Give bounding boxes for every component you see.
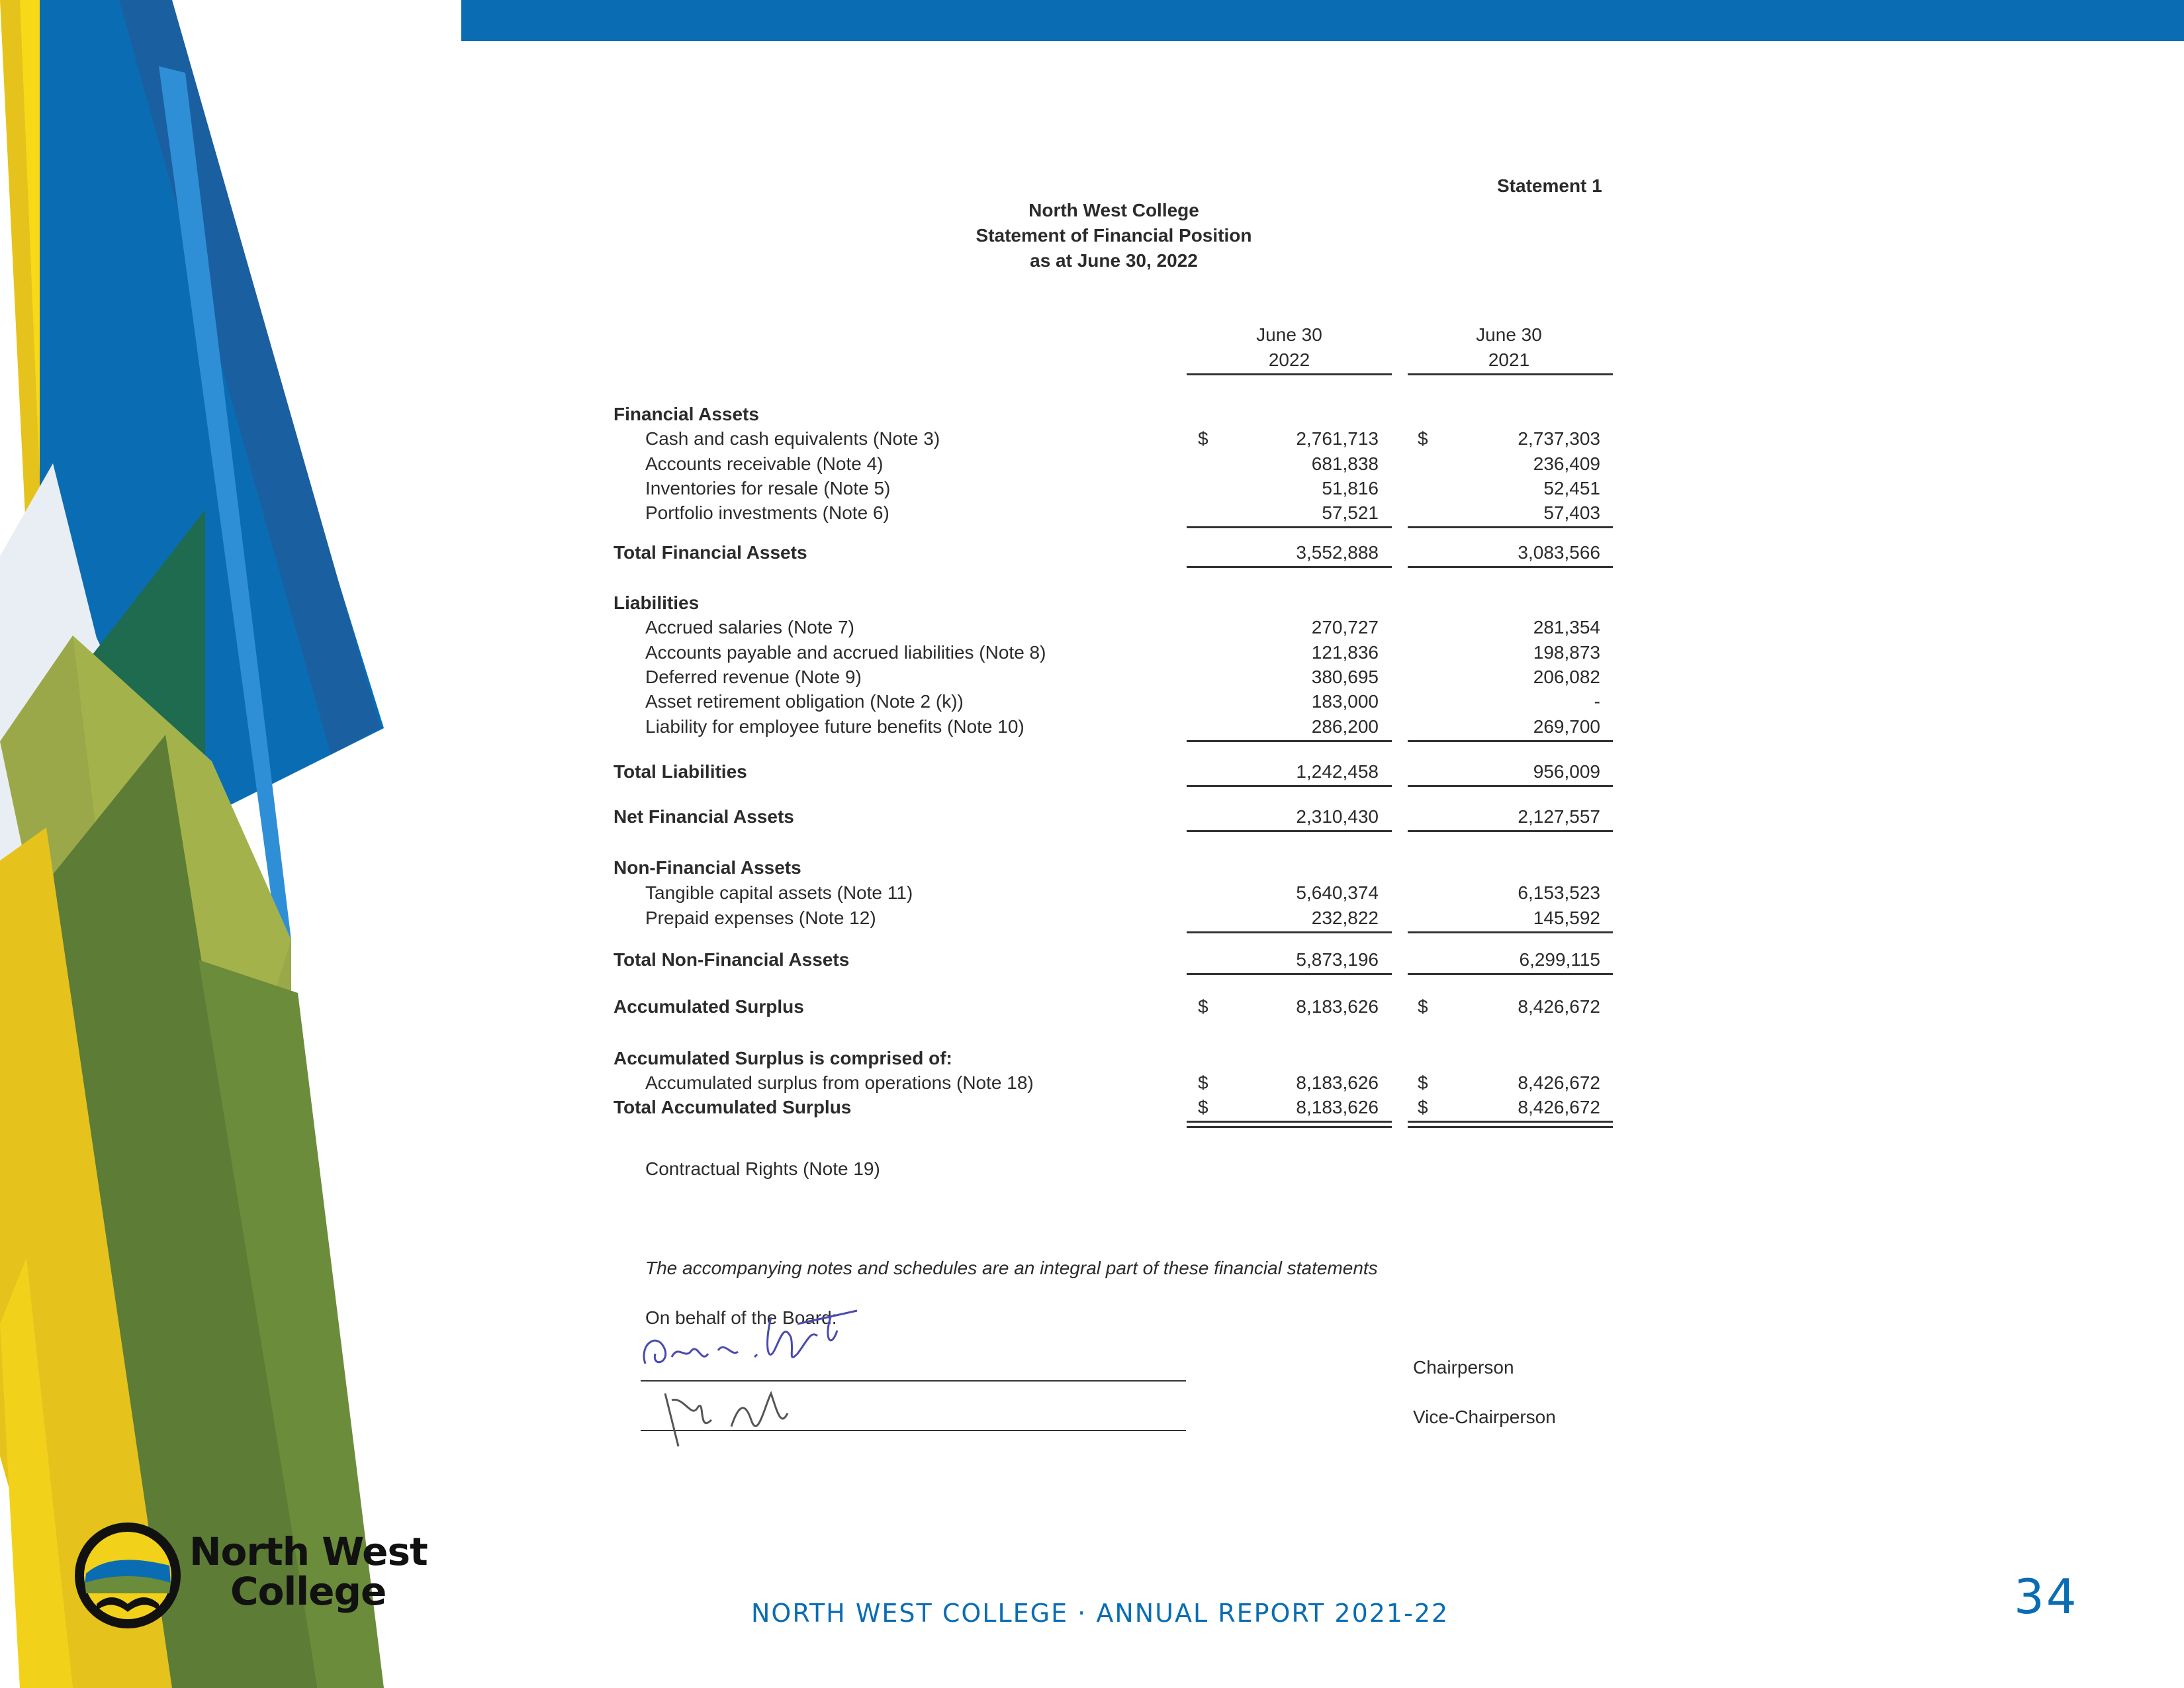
row-value-2022: 2,310,430	[1296, 806, 1379, 827]
row-value-2021: 206,082	[1533, 667, 1600, 687]
rule-line	[1408, 1121, 1613, 1123]
row-currency-2021: $	[1418, 428, 1428, 449]
chairperson-label: Chairperson	[1413, 1357, 1514, 1378]
row-value-2021: 6,299,115	[1519, 949, 1600, 970]
row-label: Tangible capital assets (Note 11)	[645, 882, 913, 903]
row-value-2022: 3,552,888	[1296, 542, 1379, 563]
row-label: Portfolio investments (Note 6)	[645, 502, 889, 523]
row-value-2021: 281,354	[1533, 617, 1600, 637]
row-label: Total Liabilities	[614, 761, 747, 782]
row-currency-2022: $	[1198, 1097, 1208, 1117]
row-label: Deferred revenue (Note 9)	[645, 667, 862, 687]
rule-line	[1187, 740, 1392, 742]
row-value-2022: 380,695	[1311, 667, 1379, 687]
statement-date: as at June 30, 2022	[1030, 250, 1198, 271]
col2-header-line2: 2021	[1488, 350, 1530, 370]
top-accent-bar	[461, 0, 2184, 41]
rule-line	[1408, 785, 1613, 787]
row-currency-2021: $	[1418, 1072, 1428, 1093]
row-label: Non-Financial Assets	[614, 857, 801, 878]
rule-line	[1187, 830, 1392, 832]
rule-line	[1187, 931, 1392, 933]
decorative-side-art	[0, 0, 424, 1688]
row-value-2022: 57,521	[1322, 502, 1379, 523]
row-value-2022: 1,242,458	[1296, 761, 1379, 782]
rule-line	[1408, 1126, 1613, 1128]
row-value-2021: 198,873	[1533, 642, 1600, 663]
logo-line1: North West	[189, 1529, 428, 1574]
row-value-2022: 270,727	[1311, 617, 1379, 637]
rule-line	[1187, 1121, 1392, 1123]
rule-line	[1408, 973, 1613, 975]
on-behalf-label: On behalf of the Board:	[645, 1307, 837, 1328]
row-value-2021: 956,009	[1533, 761, 1600, 782]
rule-line	[1408, 740, 1613, 742]
row-label: Accumulated surplus from operations (Note 18)	[645, 1072, 1034, 1093]
row-value-2021: 2,737,303	[1518, 428, 1600, 449]
row-currency-2021: $	[1418, 1097, 1428, 1117]
row-label: Total Financial Assets	[614, 542, 807, 563]
row-value-2021: 269,700	[1533, 716, 1600, 737]
row-value-2022: 5,640,374	[1296, 882, 1379, 903]
page-number: 34	[2014, 1569, 2079, 1624]
statement-note: The accompanying notes and schedules are an integral part of these financial statements	[645, 1258, 1378, 1278]
contractual-rights: Contractual Rights (Note 19)	[645, 1158, 880, 1179]
row-currency-2021: $	[1418, 996, 1428, 1017]
footer-text: NORTH WEST COLLEGE · ANNUAL REPORT 2021-22	[751, 1599, 1449, 1628]
row-value-2021: 57,403	[1543, 502, 1600, 523]
row-label: Total Accumulated Surplus	[614, 1097, 852, 1117]
row-value-2021: 236,409	[1533, 453, 1600, 474]
rule-line	[1187, 973, 1392, 975]
row-value-2022: 286,200	[1311, 716, 1379, 737]
rule-line	[1408, 566, 1613, 568]
row-label: Accounts payable and accrued liabilities (Note 8)	[645, 642, 1046, 663]
row-value-2022: 5,873,196	[1296, 949, 1379, 970]
row-value-2021: 8,426,672	[1518, 996, 1600, 1017]
row-label: Accounts receivable (Note 4)	[645, 453, 884, 474]
row-value-2022: 51,816	[1322, 478, 1379, 498]
org-name: North West College	[1028, 200, 1199, 220]
logo-line2: College	[230, 1569, 387, 1614]
row-label: Inventories for resale (Note 5)	[645, 478, 891, 498]
col1-header-line1: June 30	[1256, 324, 1322, 345]
rule-line	[1187, 566, 1392, 568]
logo-emblem-icon	[71, 1519, 184, 1632]
statement-label: Statement 1	[1497, 175, 1602, 196]
row-value-2022: 2,761,713	[1296, 428, 1379, 449]
row-value-2021: 2,127,557	[1518, 806, 1600, 827]
row-label: Liability for employee future benefits (Note 10)	[645, 716, 1024, 737]
chair-signature	[632, 1304, 870, 1383]
row-label: Liabilities	[614, 592, 700, 613]
row-value-2022: 8,183,626	[1296, 1097, 1379, 1117]
rule-line	[1187, 526, 1392, 528]
row-value-2022: 8,183,626	[1296, 996, 1379, 1017]
financial-statement	[609, 165, 1615, 1456]
row-label: Total Non-Financial Assets	[614, 949, 850, 970]
college-logo	[71, 1513, 428, 1632]
row-value-2021: 145,592	[1533, 908, 1600, 928]
col2-header-line1: June 30	[1476, 324, 1542, 345]
row-currency-2022: $	[1198, 1072, 1208, 1093]
vice-chair-signature	[652, 1380, 811, 1453]
row-value-2021: 8,426,672	[1518, 1097, 1600, 1117]
row-value-2021: 8,426,672	[1518, 1072, 1600, 1093]
row-label: Accrued salaries (Note 7)	[645, 617, 854, 637]
row-value-2022: 232,822	[1311, 908, 1379, 928]
row-label: Net Financial Assets	[614, 806, 794, 827]
rule-line	[1408, 526, 1613, 528]
row-label: Accumulated Surplus	[614, 996, 804, 1017]
row-label: Prepaid expenses (Note 12)	[645, 908, 876, 928]
statement-title: Statement of Financial Position	[976, 225, 1252, 246]
row-value-2021: 6,153,523	[1518, 882, 1600, 903]
rule-line	[1408, 931, 1613, 933]
row-value-2022: 183,000	[1311, 691, 1379, 712]
row-label: Financial Assets	[614, 404, 759, 424]
rule-line	[1187, 785, 1392, 787]
row-value-2021: -	[1594, 691, 1600, 712]
row-currency-2022: $	[1198, 996, 1208, 1017]
rule-line	[1408, 830, 1613, 832]
vice-chairperson-label: Vice-Chairperson	[1413, 1407, 1556, 1427]
row-label: Cash and cash equivalents (Note 3)	[645, 428, 940, 449]
row-value-2022: 8,183,626	[1296, 1072, 1379, 1093]
row-value-2021: 52,451	[1543, 478, 1600, 498]
row-currency-2022: $	[1198, 428, 1208, 449]
row-value-2021: 3,083,566	[1518, 542, 1600, 563]
row-label: Accumulated Surplus is comprised of:	[614, 1048, 952, 1068]
rule-line	[1187, 1126, 1392, 1128]
row-value-2022: 681,838	[1311, 453, 1379, 474]
col1-header-line2: 2022	[1268, 350, 1310, 370]
row-label: Asset retirement obligation (Note 2 (k))	[645, 691, 964, 712]
row-value-2022: 121,836	[1311, 642, 1379, 663]
